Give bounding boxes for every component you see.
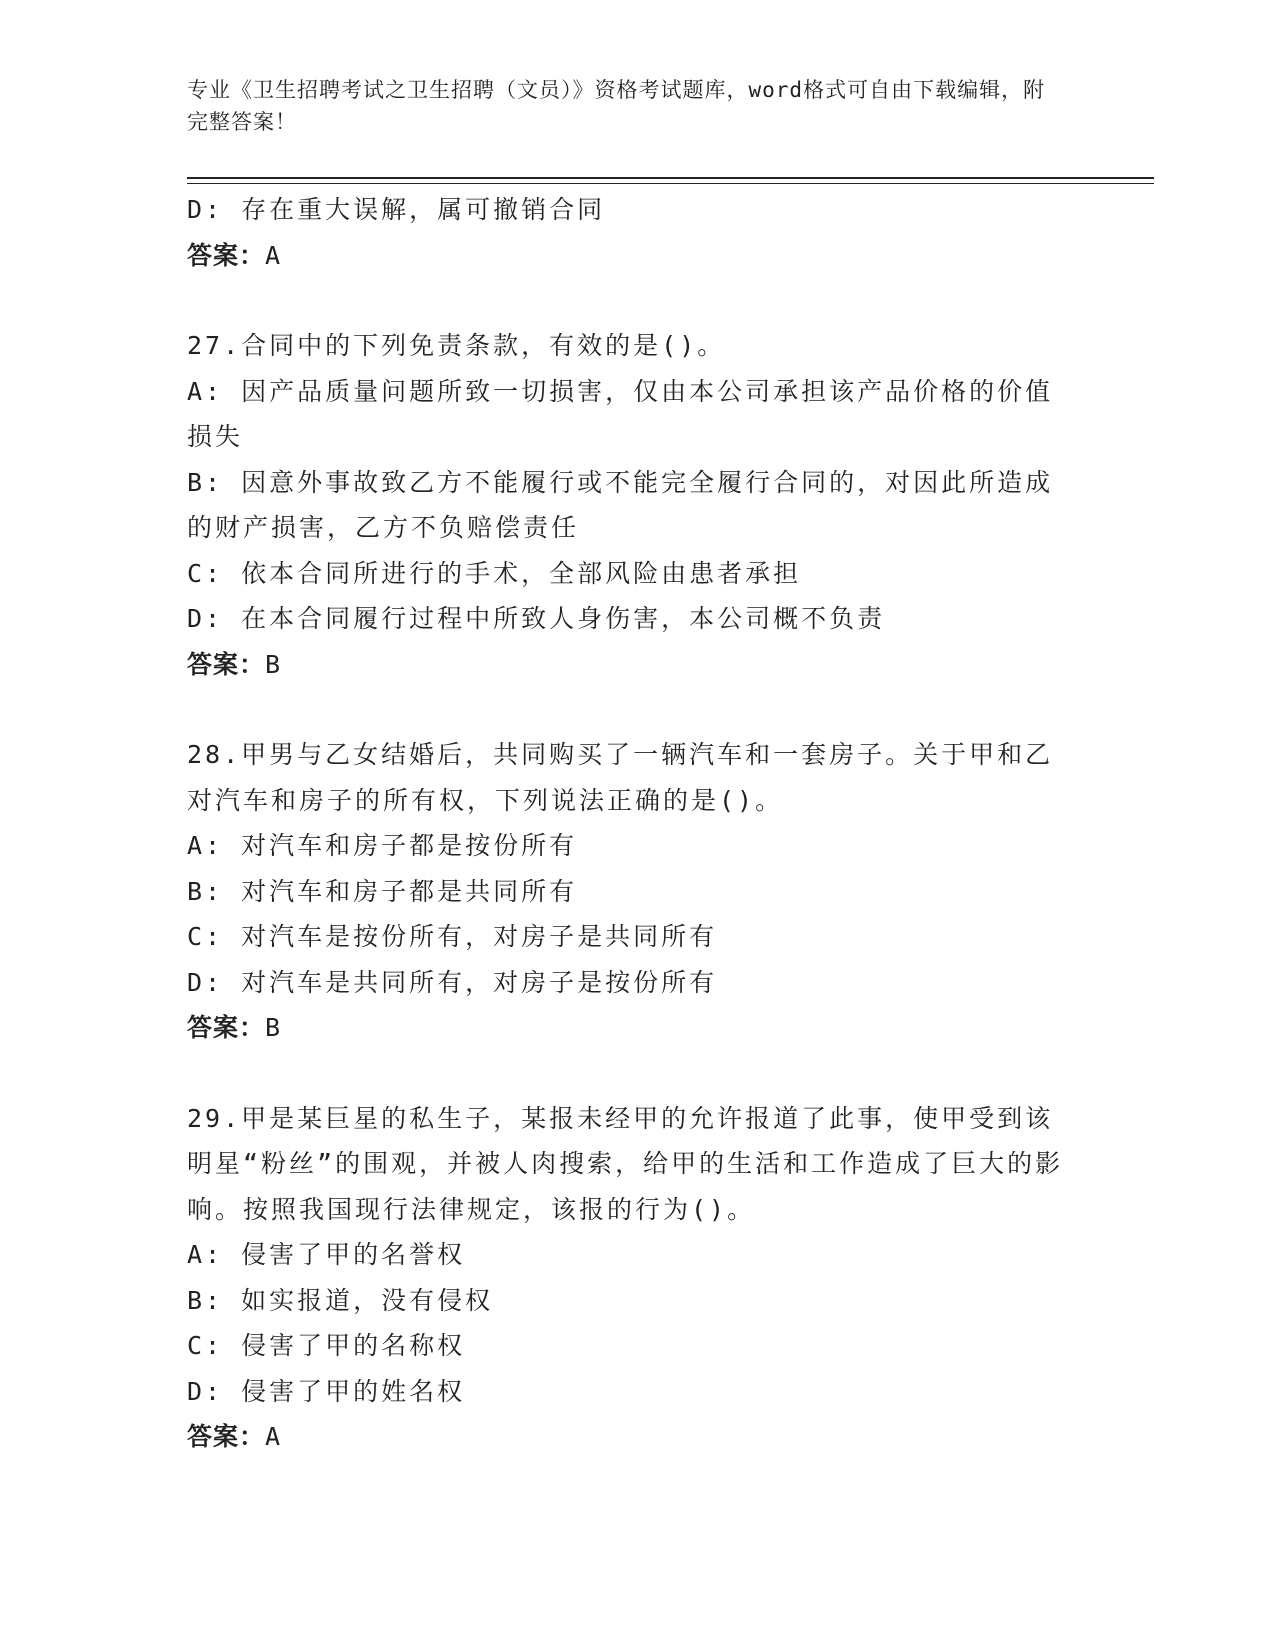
answer-label: 答案： (187, 1013, 266, 1042)
header-divider-thin (187, 183, 1154, 184)
option-d: D: 在本合同履行过程中所致人身伤害，本公司概不负责 (187, 604, 886, 633)
answer-line (187, 233, 1067, 279)
option-c: C: 对汽车是按份所有，对房子是共同所有 (187, 922, 718, 951)
answer-label: 答案： (187, 240, 266, 270)
question-content (187, 187, 1067, 1460)
question-28 (187, 732, 1067, 1051)
answer-label: 答案： (187, 1422, 266, 1451)
answer-value: B (265, 1013, 282, 1042)
header-divider-thick (187, 177, 1154, 179)
answer-label: 答案： (187, 649, 266, 679)
question-stem: 29.甲是某巨星的私生子，某报未经甲的允许报道了此事，使甲受到该明星“粉丝”的围观，并被人肉搜索，给甲的生活和工作造成了巨大的影响。按照我国现行法律规定，该报的行为()。 (187, 1103, 1064, 1224)
question-29 (187, 1096, 1067, 1460)
option-a: A: 对汽车和房子都是按份所有 (187, 831, 578, 860)
answer-value: B (265, 649, 282, 679)
question-stem: 28.甲男与乙女结婚后，共同购买了一辆汽车和一套房子。关于甲和乙对汽车和房子的所有权，下列说法正确的是()。 (187, 740, 1054, 815)
answer-line (187, 1005, 1067, 1051)
option-d: D: 存在重大误解，属可撤销合同 (187, 195, 606, 224)
option-d: D: 侵害了甲的姓名权 (187, 1376, 466, 1406)
question-stem: 27.合同中的下列免责条款，有效的是()。 (187, 331, 726, 360)
answer-value: A (265, 240, 282, 270)
option-a: A: 侵害了甲的名誉权 (187, 1240, 466, 1269)
option-c: C: 依本合同所进行的手术，全部风险由患者承担 (187, 558, 802, 588)
answer-line (187, 642, 1067, 688)
option-c: C: 侵害了甲的名称权 (187, 1331, 466, 1360)
option-b: B: 如实报道，没有侵权 (187, 1285, 494, 1315)
document-header: 专业《卫生招聘考试之卫生招聘（文员）》资格考试题库，word格式可自由下载编辑，附完整答案！ (187, 78, 1046, 134)
option-d: D: 对汽车是共同所有，对房子是按份所有 (187, 967, 718, 997)
option-b: B: 因意外事故致乙方不能履行或不能完全履行合同的，对因此所造成的财产损害，乙方不负赔偿责任 (187, 467, 1054, 542)
answer-value: A (265, 1422, 282, 1451)
option-a: A: 因产品质量问题所致一切损害，仅由本公司承担该产品价格的价值损失 (187, 376, 1054, 451)
question-27 (187, 323, 1067, 687)
option-b: B: 对汽车和房子都是共同所有 (187, 876, 578, 906)
previous-question-tail (187, 187, 1067, 278)
answer-line (187, 1414, 1067, 1460)
